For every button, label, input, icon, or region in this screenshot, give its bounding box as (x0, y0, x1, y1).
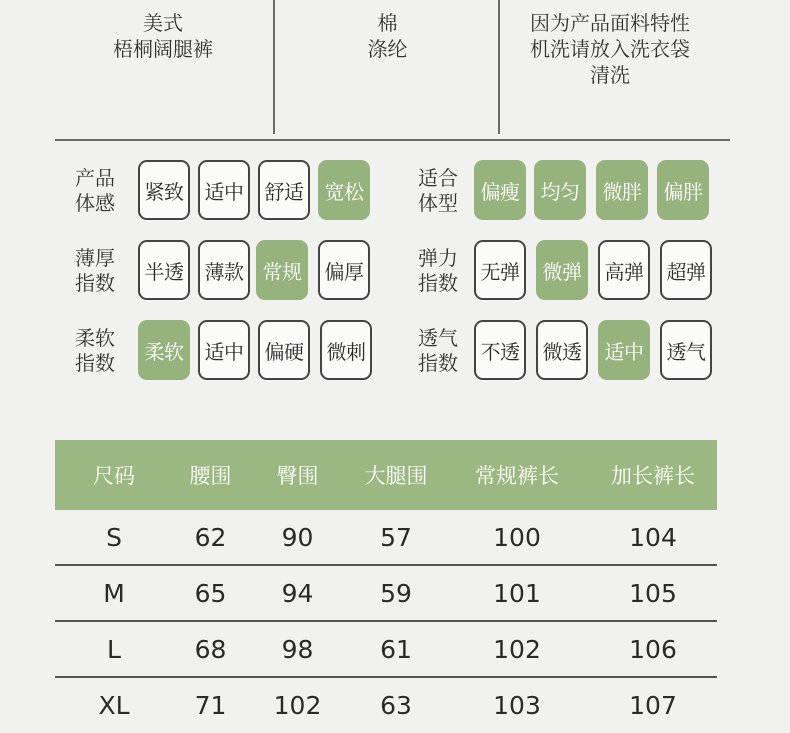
attribute-label-line: 适合 (418, 166, 458, 190)
style-info (58, 10, 268, 62)
header-regular-length: 常规裤长 (445, 440, 589, 510)
option-chip: 常规 (256, 240, 308, 300)
table-cell: 100 (445, 510, 589, 565)
table-cell: 62 (173, 510, 248, 565)
attribute-label (418, 166, 478, 216)
care-line: 机洗请放入洗衣袋 (530, 37, 690, 61)
material-line: 棉 (377, 11, 398, 35)
attribute-label-line: 指数 (418, 271, 458, 295)
table-cell: M (55, 565, 173, 621)
care-line: 因为产品面料特性 (530, 11, 690, 35)
header-hip: 臀围 (248, 440, 347, 510)
option-chip: 高弹 (598, 240, 650, 300)
table-cell: 101 (445, 565, 589, 621)
table-cell: 102 (273, 690, 322, 720)
table-cell: 63 (380, 690, 412, 720)
option-chip: 微刺 (320, 320, 372, 380)
size-table (55, 440, 717, 732)
table-cell: 57 (347, 510, 445, 565)
option-chip: 半透 (138, 240, 190, 300)
material-line: 涤纶 (367, 37, 408, 61)
table-cell: S (55, 510, 173, 565)
table-header-row (55, 440, 717, 510)
table-cell: 107 (629, 690, 677, 720)
table-cell: 98 (248, 621, 347, 677)
product-info-section (0, 0, 790, 140)
attribute-label-line: 透气 (418, 326, 458, 350)
header-size: 尺码 (55, 440, 173, 510)
option-chip: 偏厚 (318, 240, 370, 300)
option-chip: 适中 (598, 320, 650, 380)
table-cell: L (55, 621, 173, 677)
style-line: 美式 (143, 11, 183, 35)
table-row (55, 621, 717, 677)
attribute-label-line: 体型 (418, 191, 458, 215)
table-cell: XL (98, 690, 130, 720)
table-row (55, 565, 717, 621)
option-chip: 舒适 (258, 160, 310, 220)
table-row (55, 510, 717, 565)
option-chip: 适中 (198, 320, 250, 380)
table-cell: 106 (589, 621, 717, 677)
attribute-label (418, 246, 478, 296)
table-row (55, 677, 717, 732)
table-cell: 68 (173, 621, 248, 677)
attribute-label-line: 薄厚 (75, 246, 115, 270)
attribute-label-line: 产品 (75, 166, 115, 190)
table-cell: 94 (248, 565, 347, 621)
attribute-label (75, 246, 135, 296)
attribute-label-line: 指数 (418, 351, 458, 375)
option-chip: 宽松 (318, 160, 370, 220)
option-chip: 均匀 (534, 160, 586, 220)
option-chip: 微胖 (596, 160, 648, 220)
attribute-label-line: 指数 (75, 351, 115, 375)
attribute-label (418, 326, 478, 376)
option-chip: 微透 (536, 320, 588, 380)
header-waist: 腰围 (173, 440, 248, 510)
table-cell: 104 (589, 510, 717, 565)
divider (273, 0, 275, 134)
attribute-label-line: 弹力 (418, 246, 458, 270)
option-chip: 紧致 (138, 160, 190, 220)
attribute-label-line: 体感 (75, 191, 115, 215)
option-chip: 适中 (198, 160, 250, 220)
section-divider (55, 139, 730, 141)
table-cell: 103 (493, 690, 541, 720)
table-cell: 65 (173, 565, 248, 621)
table-cell: 105 (589, 565, 717, 621)
attribute-label (75, 326, 135, 376)
option-chip: 无弹 (474, 240, 526, 300)
option-chip: 超弹 (660, 240, 712, 300)
table-cell: 71 (194, 690, 227, 720)
option-chip: 透气 (660, 320, 712, 380)
attribute-label-line: 柔软 (75, 326, 115, 350)
option-chip: 偏瘦 (474, 160, 526, 220)
material-info (280, 10, 495, 62)
header-thigh: 大腿围 (347, 440, 445, 510)
table-cell: 102 (445, 621, 589, 677)
attribute-label (75, 166, 135, 216)
option-chip: 薄款 (198, 240, 250, 300)
table-cell: 59 (347, 565, 445, 621)
header-long-length: 加长裤长 (589, 440, 717, 510)
table-cell: 90 (248, 510, 347, 565)
option-chip: 不透 (474, 320, 526, 380)
care-line: 清洗 (590, 63, 630, 87)
option-chip: 微弹 (536, 240, 588, 300)
care-info (505, 10, 715, 88)
option-chip: 柔软 (138, 320, 190, 380)
style-line: 梧桐阔腿裤 (113, 37, 213, 61)
divider (498, 0, 500, 134)
option-chip: 偏硬 (258, 320, 310, 380)
option-chip: 偏胖 (657, 160, 709, 220)
attribute-label-line: 指数 (75, 271, 115, 295)
table-cell: 61 (347, 621, 445, 677)
